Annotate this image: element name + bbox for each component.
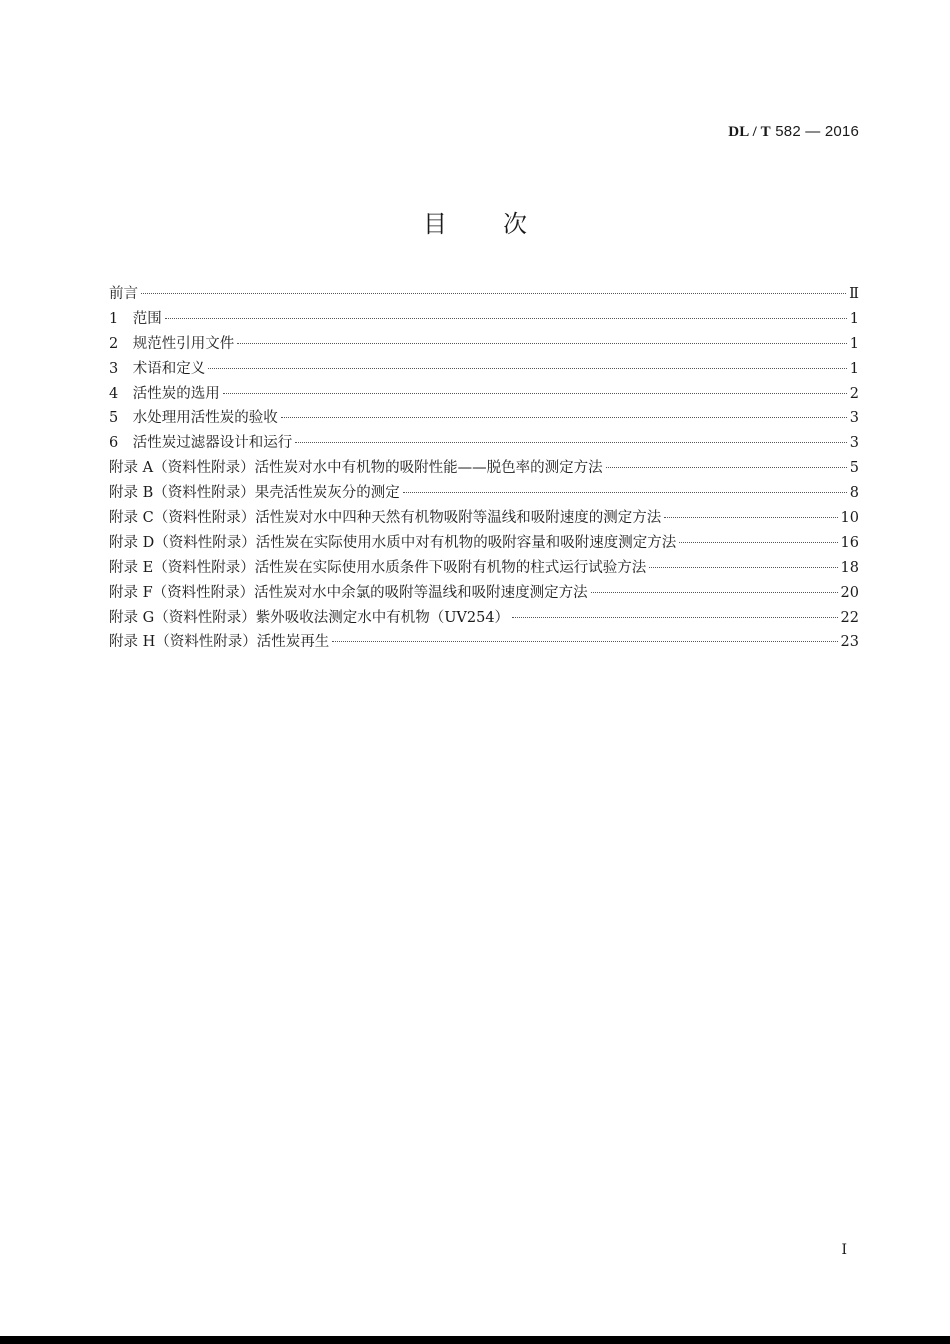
toc-entry[interactable]: [109, 332, 859, 357]
toc-entry-page: 3: [849, 410, 859, 427]
toc-entry-label: 附录 B（资料性附录）果壳活性炭灰分的测定: [109, 485, 400, 502]
toc-entry[interactable]: [109, 606, 859, 631]
toc-entry-page: 1: [849, 360, 859, 377]
toc-entry[interactable]: [109, 531, 859, 556]
toc-entry-label: 1 范围: [109, 310, 162, 327]
toc-dot-leader: [512, 617, 837, 618]
page-bottom-border: [0, 1336, 950, 1344]
toc-entry[interactable]: [109, 506, 859, 531]
toc-entry-label: 5 水处理用活性炭的验收: [109, 410, 278, 427]
toc-entry-page: 18: [840, 559, 859, 576]
toc-dot-leader: [403, 492, 847, 493]
toc-dot-leader: [591, 592, 838, 593]
toc-entry-label: 附录 G（资料性附录）紫外吸收法测定水中有机物（UV254）: [109, 609, 510, 626]
toc-entry[interactable]: [109, 481, 859, 506]
toc-entry-page: 2: [849, 385, 859, 402]
toc-entry-label: 前言: [109, 286, 138, 302]
toc-dot-leader: [332, 641, 837, 642]
toc-entry-page: 3: [849, 435, 859, 452]
toc-dot-leader: [223, 393, 847, 394]
toc-entry-page: 1: [849, 335, 859, 352]
toc-entry[interactable]: [109, 282, 859, 307]
toc-entry-page: 1: [849, 310, 859, 327]
toc-entry[interactable]: [109, 556, 859, 581]
toc-entry-page: 23: [840, 634, 859, 651]
standard-code-prefix: DL / T: [728, 124, 771, 140]
toc-entry[interactable]: [109, 456, 859, 481]
toc-dot-leader: [679, 542, 837, 543]
toc-dot-leader: [281, 417, 847, 418]
toc-entry-label: 附录 E（资料性附录）活性炭在实际使用水质条件下吸附有机物的柱式运行试验方法: [109, 559, 647, 576]
toc-entry-page: 5: [849, 460, 859, 477]
toc-entry-page: 10: [840, 510, 859, 527]
toc-entry-label: 4 活性炭的选用: [109, 385, 220, 402]
toc-entry-label: 附录 D（资料性附录）活性炭在实际使用水质中对有机物的吸附容量和吸附速度测定方法: [109, 534, 677, 551]
toc-entry-label: 附录 C（资料性附录）活性炭对水中四种天然有机物吸附等温线和吸附速度的测定方法: [109, 510, 662, 527]
toc-title: 目次: [423, 210, 583, 238]
toc-dot-leader: [649, 567, 837, 568]
toc-entry-label: 附录 F（资料性附录）活性炭对水中余氯的吸附等温线和吸附速度测定方法: [109, 584, 588, 601]
table-of-contents: [109, 282, 859, 655]
toc-dot-leader: [606, 467, 847, 468]
toc-dot-leader: [165, 318, 847, 319]
toc-entry-page: 8: [849, 485, 859, 502]
toc-entry-label: 6 活性炭过滤器设计和运行: [109, 435, 293, 452]
toc-entry[interactable]: [109, 406, 859, 431]
toc-entry[interactable]: [109, 581, 859, 606]
standard-code: [728, 123, 859, 141]
toc-entry[interactable]: [109, 307, 859, 332]
toc-entry-label: 附录 H（资料性附录）活性炭再生: [109, 634, 330, 651]
toc-dot-leader: [237, 343, 847, 344]
toc-entry[interactable]: [109, 382, 859, 407]
page-number: I: [841, 1242, 847, 1258]
toc-entry-page: 22: [840, 609, 859, 626]
standard-code-number: 582 — 2016: [775, 123, 859, 140]
toc-entry-label: 附录 A（资料性附录）活性炭对水中有机物的吸附性能——脱色率的测定方法: [109, 460, 603, 477]
toc-dot-leader: [664, 517, 837, 518]
toc-entry[interactable]: [109, 431, 859, 456]
toc-entry-page: Ⅱ: [849, 286, 859, 302]
toc-dot-leader: [141, 293, 846, 294]
toc-dot-leader: [208, 368, 847, 369]
toc-entry-label: 2 规范性引用文件: [109, 335, 235, 352]
toc-entry-page: 16: [840, 534, 859, 551]
toc-entry-label: 3 术语和定义: [109, 360, 206, 377]
toc-entry-page: 20: [840, 584, 859, 601]
toc-entry[interactable]: [109, 630, 859, 655]
toc-entry[interactable]: [109, 357, 859, 382]
toc-dot-leader: [295, 442, 847, 443]
